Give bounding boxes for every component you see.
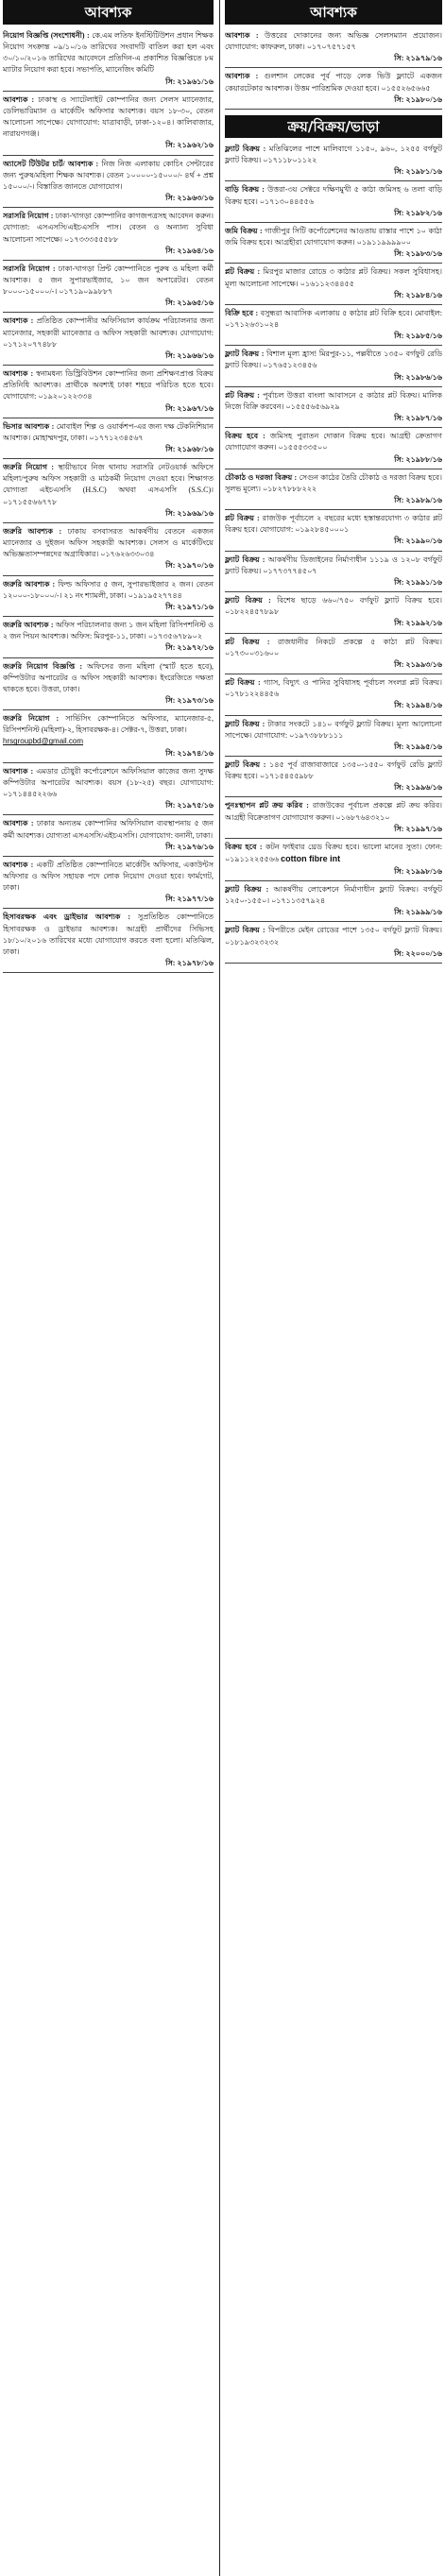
classified-ad — [225, 637, 442, 674]
classified-ad — [3, 766, 214, 816]
classified-ad — [225, 513, 442, 551]
ad-body: ঢাকায় বসবাসরত আকর্ষণীয় বেতনে একজন ম্যানেজার ও দুইজন অফিস সহকারী আবশ্যক। সেলস ও মার্কেটিংয়ে অভিজ্ঞতাসম্পন্নদের অগ্রাধিকার। ০১৭৬২৬৩৩০৩৪ — [3, 526, 214, 559]
classified-ad — [3, 368, 214, 418]
ad-body: নিজ নিজ এলাকায় কোচিং সেন্টারের জন্য পুরুষ/মহিলা শিক্ষক আবশ্যক। বেতন ১০০০০-১৫০০০/- ৪র্থ + প্রশ্ন ১৫০০০/-। বিস্তারিত জানতে যোগাযোগ। — [3, 159, 214, 191]
ad-body: কে.এম লতিফ ইনস্টিটিউশন প্রধান শিক্ষক নিয়োগ সংক্রান্ত ০৯/১০/১৬ তারিখের সংবাদটি বাতিল করা হল এবং ৩০/১০/২০১৬ তারিখের আবেদনে প্রতিদিন-এ প্রকাশিত বিজ্ঞপ্তিতে ৮ম ম্যাটার নিয়োগ করা হবে। সভাপতি, ম্যানেজিং কমিটি — [3, 31, 214, 75]
ad-title: জরুরি নিয়োগ : — [3, 714, 60, 724]
ad-body: একটি প্রতিষ্ঠিত কোম্পানিতে মার্কেটিং অফিসার, একাউন্টস অফিসার ও অফিস সহায়ক পদে লোক নিয়োগ দেওয়া হবে। ফার্মগেট, ঢাকা। — [3, 860, 214, 893]
section-header-kroy-bikroy-bhara: ক্রয়/বিক্রয়/ভাড়া — [225, 115, 442, 138]
classified-ad — [3, 264, 214, 314]
classified-ad — [225, 759, 442, 797]
classified-ad — [225, 266, 442, 304]
ad-reference-code: সি: ২১৯৭৪/১৬ — [165, 748, 214, 758]
ad-body: রাজধানীর নিকটে প্রকল্পে ৫ কাঠা প্লট বিক্রয়। ০১৭৩০০৩১৬০০ — [225, 637, 442, 657]
ad-reference-code: সি: ২১৯৭৮/১৬ — [165, 959, 214, 968]
classified-ad — [3, 421, 214, 459]
ad-reference-code: সি: ২১৯৮৬/১৬ — [394, 372, 442, 382]
classified-ad — [3, 159, 214, 209]
section-header-abashyak-right: আবশ্যক — [225, 0, 442, 25]
classified-ad — [225, 677, 442, 715]
ad-title: প্লট বিক্রয় : — [225, 267, 261, 277]
ad-title: আবশ্যক : — [3, 819, 34, 828]
classified-ad — [3, 713, 214, 763]
ad-reference-code: সি: ২১৯৭৩/১৬ — [165, 695, 214, 705]
classified-ad — [3, 912, 214, 973]
ad-body: গুলশান লেকের পূর্ব পাড়ে লেক ভিউ ফ্ল্যাটে একজন কেয়ারটেকার আবশ্যক। উত্তম পারিশ্রমিক দেওয়া হবে। ০১৫৫২৬৫৬৬৫ — [225, 72, 442, 93]
ad-reference-code: সি: ২১৯৮০/১৬ — [394, 94, 442, 104]
ad-reference-code: সি: ২১৯৮৫/১৬ — [394, 332, 442, 341]
ad-reference-code: সি: ২১৯৬৮/১৬ — [165, 445, 214, 453]
ad-body: সুপ্রতিষ্ঠিত কোম্পানিতে হিসাবরক্ষক ও ড্রাইভার আবশ্যক। আগ্রহী প্রার্থীদের সিভিসহ ১৮/১০/২০১৬ তারিখের মধ্যে যোগাযোগ করতে বলা হলো। মতিঝিল, ঢাকা। — [3, 913, 214, 956]
ad-body: সার্ভিসিং কোম্পানিতে অফিসার, ম্যানেজার-৫, রিসিপশনিস্ট (মহিলা)-২, হিসাবরক্ষক-৪। সেক্টর-৭, উত্তরা, ঢাকা। — [3, 714, 214, 735]
classified-ad — [225, 390, 442, 428]
ad-title: আবশ্যক : — [3, 94, 35, 104]
ad-reference-code: সি: ২১৯৭৫/১৬ — [165, 801, 214, 810]
ad-reference-code: সি: ২১৯৯৯/১৬ — [394, 908, 442, 917]
ad-title: ভিসার আবশ্যক : — [3, 421, 55, 431]
ad-title: ফ্ল্যাট বিক্রয় : — [225, 759, 266, 769]
ad-reference-code: সি: ২১৯৭০/১৬ — [165, 561, 214, 571]
ad-body: ঢাকা-খাগড়া কোম্পানির কাগজপত্রসহ আবেদন করুন। যোগ্যতা: এসএসসি/এইচএসসি পাস। বেতন ও অন্যান্য সুবিধা আলোচনা সাপেক্ষে। ০১৭৩৩৩৫৫৫৮৮ — [3, 212, 214, 244]
ad-reference-code: সি: ২১৯৮৩/১৬ — [394, 249, 442, 259]
ad-title: ফ্ল্যাট বিক্রয় : — [225, 554, 265, 564]
ad-reference-code: সি: ২১৯৮৭/১৬ — [394, 414, 442, 423]
classified-ad — [3, 211, 214, 261]
ad-body: জমিসহ পুরাতন দোকান বিক্রয় হবে। আগ্রহী ক্রেতাগণ যোগাযোগ করুন। ০১৫৫৫৩৩৫০০ — [225, 432, 442, 452]
ad-title: আবশ্যক : — [3, 369, 34, 379]
ad-reference-code: সি: ২১৯৯২/১৬ — [394, 619, 442, 628]
ad-title: আবশ্যক : — [225, 31, 259, 40]
ad-title: ফ্ল্যাট বিক্রয় : — [225, 350, 265, 359]
ad-title: পুনঃস্থাপন প্লট ক্রয় করিব : — [225, 801, 309, 810]
ad-brand-text: cotton fibre int — [281, 854, 341, 864]
ad-body: আকর্ষণীয় লোকেশনে নির্মাণাধীন ফ্ল্যাট বিক্রয়। বর্গফুট ১২৫০-১৫৫০। ০১৭১১৩৫৭৯২৪ — [225, 884, 442, 906]
left-ad-list — [3, 30, 214, 973]
ad-body: আকর্ষণীয় ডিজাইনের নির্মাণাধীন ১১১৯ ও ১২০৮ বর্গফুট ফ্ল্যাট বিক্রয়। ০১৭৭৩৭৭৪৫০৭ — [225, 554, 442, 575]
classified-ad — [225, 925, 442, 963]
ad-title: আবশ্যক : — [225, 72, 259, 81]
classified-ad — [225, 184, 442, 222]
column-divider — [219, 0, 220, 2576]
ad-title: জরুরি আবশ্যক : — [3, 526, 62, 536]
ad-reference-code: সি: ২১৯৬৬/১৬ — [165, 350, 214, 360]
classified-ad — [3, 579, 214, 617]
ad-title: ফ্ল্যাট বিক্রয় : — [225, 926, 265, 935]
ad-body: প্রতিষ্ঠিত কোম্পানীর অফিসিয়াল কার্যক্রম পরিচালনার জন্য ম্যানেজার, সহকারী ম্যানেজার ও অফিস সহকারী আবশ্যক। যোগাযোগ: ০১৭১২০৭৭৪৮৮ — [3, 316, 214, 349]
ad-title: জরুরি নিয়োগ বিজ্ঞপ্তি : — [3, 661, 82, 671]
ad-reference-code: সি: ২১৯৬৭/১৬ — [165, 403, 214, 413]
classified-ad — [3, 94, 214, 156]
ad-body: গ্যাস, বিদ্যুৎ ও পানির সুবিধাসহ পূর্বাচল সংলগ্ন প্লট বিক্রয়। ০১৭৮১২২৪৪৫৬ — [225, 678, 442, 699]
classified-ad — [3, 30, 214, 92]
ad-reference-code: সি: ২১৯৯৪/১৬ — [394, 701, 442, 710]
ad-reference-code: সি: ২২০০০/১৬ — [394, 948, 442, 958]
classified-ad — [225, 30, 442, 68]
ad-body: সেগুন কাঠের তৈরি চৌকাঠ ও দরজা বিক্রয় হবে। সুলভ মূল্যে। ০১৮২৭৮৮৮২২২ — [225, 472, 442, 493]
ad-body: পূর্বাচল উত্তরা বাংলা আবাসনে ৫ কাঠার প্লট বিক্রয়। মালিক নিজে বিক্রি করবেন। ০১৫৫৫৬৫৬৯২৯ — [225, 390, 442, 411]
ad-reference-code: সি: ২১৯৯৮/১৬ — [394, 866, 442, 876]
ad-title: প্লট বিক্রয় : — [225, 678, 261, 688]
ad-body: গাজীপুর সিটি কর্পোরেশনের আওতায় রাস্তার পাশে ১০ কাঠা জমি বিক্রয় হবে। আগ্রহীরা যোগাযোগ করুন। ০১৯১১৯৯৯৯০০ — [225, 226, 442, 247]
ad-body: মতিঝিলের পাশে মালিবাগে ১১৫০, ৯৬০, ১২৫৫ বর্গফুট ফ্ল্যাট বিক্রয়। ০১৭১১৮০১১২২ — [225, 144, 442, 165]
ad-body: স্বনামধন্য ডিস্ট্রিবিউশন কোম্পানির জন্য প্রশিক্ষণপ্রাপ্ত বিক্রয় প্রতিনিধি আবশ্যক। প্রার্থীকে অবশ্যই ঢাকা শহরে পরিচিত হতে হবে। যোগাযোগ: ০১৯২০১২২৩৩৪ — [3, 369, 214, 401]
ad-title: বাড়ি বিক্রয় : — [225, 185, 265, 195]
classified-ad — [3, 526, 214, 576]
classified-ad — [3, 661, 214, 711]
ad-reference-code: সি: ২১৯৮৯/১৬ — [394, 496, 442, 504]
ad-title: প্লট বিক্রয় : — [225, 390, 260, 400]
ad-title: চৌকাঠ ও দরজা বিক্রয় : — [225, 472, 298, 482]
ad-reference-code: সি: ২১৯৬৩/১৬ — [165, 194, 214, 203]
classified-ad — [3, 462, 214, 523]
classified-ad — [3, 860, 214, 910]
ad-body: ঢাকার অন্যতম কোম্পানির অফিসিয়াল ব্যবস্থাপনায় ৫ জন কর্মী আবশ্যক। যোগ্যতা এসএসসি/এইচএসসি। যোগাযোগ: বনানী, ঢাকা। — [3, 819, 214, 840]
ad-reference-code: সি: ২১৯৬৪/১৬ — [165, 246, 214, 255]
ad-title: জরুরি নিয়োগ : — [3, 463, 55, 472]
ad-title: সরাসরি নিয়োগ : — [3, 212, 54, 221]
ad-body: রাজউক পূর্বাচলে ২ বছরের মধ্যে হস্তান্তরযোগ্য ৩ কাঠার প্লট বিক্রয় হবে। যোগাযোগ: ০১৯২৮৪৫০০০১ — [225, 514, 442, 535]
classified-ad — [225, 226, 442, 264]
ad-reference-code: সি: ২১৯৮২/১৬ — [394, 208, 442, 217]
ad-title: ফ্ল্যাট বিক্রয় : — [225, 719, 265, 728]
ad-title: প্লট বিক্রয় : — [225, 514, 260, 523]
ad-body: টাকার সংকটে ১৪১০ বর্গফুট ফ্ল্যাট বিক্রয়। মূল্য আলোচনা সাপেক্ষে। যোগাযোগ: ০১৯৭৩৮৮৮১১১ — [225, 719, 442, 740]
ad-body: স্থায়ীভাবে নিজ থানায় সরাসরি নেটওয়ার্ক অফিসে মহিলা/পুরুষ অফিস সহকারী ও মাঠকর্মী নিয়োগ দেওয়া হবে। শিক্ষাগত যোগ্যতা এইচএসসি (H.S.C) অথবা এসএসসি (S.S.C)। ০১৭১৫৫৬৬৭৭৮ — [3, 463, 214, 506]
ad-reference-code: সি: ২১৯৬৫/১৬ — [165, 299, 214, 308]
ad-title: ফ্ল্যাট বিক্রয় : — [225, 596, 271, 606]
ad-title: বিক্রি হবে : — [225, 308, 259, 317]
ad-title: প্লট বিক্রয় : — [225, 637, 270, 646]
ad-reference-code: সি: ২১৯৯৫/১৬ — [394, 742, 442, 751]
ad-title: বিক্রয় হবে : — [225, 432, 265, 441]
ad-body: ঢাকাস্থ ও স্যাটেলাইট কোম্পানির জন্য সেলস ম্যানেজার, ডেলিভারিম্যান ও মার্কেটিং অফিসার আবশ্যক। বয়স ১৮-৩০, বেতন আলোচনা সাপেক্ষে। যোগাযোগ: যাত্রাবাড়ী, ঢাকা-১২০৪। কালিবাজার, নারায়ণগঞ্জ। — [3, 94, 214, 139]
ad-reference-code: সি: ২১৯৯৭/১৬ — [394, 824, 442, 833]
classified-ad — [3, 316, 214, 366]
ad-body: ১৪৫ পূর্ব রাজাবাজারে ১৩৫০-১৫৫০ বর্গফুট রেডি ফ্ল্যাট বিক্রয় হবে। ০১৭১৫৪৫৫৯৮৮ — [225, 759, 442, 781]
ad-reference-code: সি: ২১৯৯১/১৬ — [394, 577, 442, 587]
classified-ad — [225, 71, 442, 109]
ad-body: অফিসের জন্য মহিলা (স্মার্ট হতে হবে), কম্পিউটার অপারেটর ও অফিস সহকারী আবশ্যক। ইংরেজিতে দক্ষতা থাকতে হবে। উত্তরা, ঢাকা। — [3, 661, 214, 693]
ad-title: ফ্ল্যাট বিক্রয় : — [225, 144, 266, 153]
classified-ad — [225, 431, 442, 469]
ad-reference-code: সি: ২১৯৭১/১৬ — [165, 602, 214, 611]
ad-body: কটন ফাইবার থ্রেড বিক্রয় হবে। ভালো মানের সুতা। ফোন: ০১৯১১২২৫৫৬৬ — [225, 842, 442, 864]
ad-title: হিসাবরক্ষক এবং ড্রাইভার আবশ্যক : — [3, 913, 130, 922]
classified-ad — [225, 144, 442, 181]
ad-body: উত্তরা-৩য় সেক্টরে দক্ষিণমুখী ৫ কাঠা জমিসহ ৬ তলা বাড়ি বিক্রয় হবে। ০১৭১৩০৪৪৫৫৬ — [225, 185, 442, 206]
classified-ad — [225, 554, 442, 592]
ad-reference-code: সি: ২১৯৯৩/১৬ — [394, 659, 442, 669]
ad-body: ফিল্ড অফিসার ৫ জন, সুপারভাইজার ২ জন। বেতন ১২০০০-১৮০০০/-। ২১ নং শ্যামলী, ঢাকা। ০১৯১৯৫২৭৭৪৪ — [3, 579, 214, 600]
ad-title: নিয়োগ বিজ্ঞপ্তি (সংশোধনী) : — [3, 31, 90, 40]
ad-title: অ্যাসেট টিউটর চার্ট/ আবশ্যক : — [3, 159, 99, 168]
ad-reference-code: সি: ২১৯৬১/১৬ — [165, 77, 214, 86]
classified-ad — [225, 884, 442, 922]
ad-title: জমি বিক্রয় : — [225, 226, 263, 235]
ad-title: জরুরি আবশ্যক : — [3, 621, 54, 630]
ad-body: বিশেষ ছাড়ে ৬৬০/৭৫০ বর্গফুট ফ্ল্যাট বিক্রয় হবে। ০১৮২২৪৫৭৮৯৮ — [225, 596, 442, 617]
ad-body: এমডার চৌধুরী কর্পোরেশনে অফিসিয়াল কাজের জন্য সুদক্ষ কম্পিউটার অপারেটর আবশ্যক। বয়স (১৮-২৫) বছর। যোগাযোগ: ০১৭১৪৪৫২২৬৬ — [3, 766, 214, 799]
section-header-abashyak: আবশ্যক — [3, 0, 214, 25]
ad-body: অফিস পরিচালনার জন্য ১ জন মহিলা রিসিপশনিস্ট ও ২ জন পিয়ন আবশ্যক। অফিস: মিরপুর-১১, ঢাকা। ০১৭৩৫৬৭৮৯০২ — [3, 621, 214, 641]
classified-ad — [225, 472, 442, 510]
ad-body: বসুন্ধরা আবাসিক এলাকায় ৫ কাঠার প্লট বিক্রি হবে। মোবাইল: ০১৭১২৬৩১০২৪ — [225, 308, 442, 329]
ad-body: বিশাল মূল্য হ্রাস! মিরপুর-১১, পল্লবীতে ১৩৫০ বর্গফুট রেডি ফ্ল্যাট বিক্রয়। ০১৭৬৫১২৩৪৫৬ — [225, 350, 442, 370]
classified-ad — [225, 308, 442, 346]
classified-ad — [225, 800, 442, 838]
classified-ad — [225, 719, 442, 757]
right-column — [225, 0, 442, 2576]
ad-body: মোবাইল শিল্প ও ওয়ার্কশপ-এর জন্য দক্ষ টেকনিশিয়ান আবশ্যক। মোহাম্মদপুর, ঢাকা। ০১৭৭১২৩৪৫৬৭ — [3, 421, 214, 442]
ad-reference-code: সি: ২১৯৭২/১৬ — [165, 643, 214, 653]
ad-body: বিপরীতে মেইন রোডের পাশে ১৩৫০ বর্গফুট ফ্ল্যাট বিক্রয়। ০১৮১৯৩২৩২৩২ — [225, 926, 442, 947]
ad-email-link[interactable]: hrsgroupbd@gmail.com — [3, 737, 84, 746]
ad-body: ঢাকা-খাগড়া প্রিন্ট কোম্পানিতে পুরুষ ও মহিলা কর্মী আবশ্যক। ৫ জন সুপারভাইজার, ১০ জন অপারেটর। বেতন ৮০০০-১৫০০০/-। ০১৭১৯০৯৯৮৮৭ — [3, 264, 214, 297]
ad-title: বিক্রয় হবে : — [225, 842, 263, 851]
ad-reference-code: সি: ২১৯৭৯/১৬ — [394, 54, 442, 63]
ad-reference-code: সি: ২১৯৮১/১৬ — [394, 167, 442, 177]
ad-reference-code: সি: ২১৯৮৮/১৬ — [394, 454, 442, 464]
ad-title: আবশ্যক : — [3, 316, 34, 326]
classified-ad — [225, 349, 442, 386]
classified-ad — [3, 818, 214, 856]
classified-ad — [225, 595, 442, 633]
classified-ad — [3, 620, 214, 657]
ad-body: রাজউকের পূর্বাচল প্রকল্পে প্লট ক্রয় করিব। আগ্রহী বিক্রেতাগণ যোগাযোগ করুন। ০১৬৮৭৬৪৩২১০ — [225, 801, 442, 822]
ad-reference-code: সি: ২১৯৬২/১৬ — [165, 141, 214, 150]
ad-title: ফ্ল্যাট বিক্রয় : — [225, 884, 269, 894]
right-top-ad-list — [225, 30, 442, 110]
ad-title: আবশ্যক : — [3, 766, 34, 776]
ad-reference-code: সি: ২১৯৭৬/১৬ — [165, 842, 214, 851]
ad-reference-code: সি: ২১৯৬৯/১৬ — [165, 508, 214, 518]
ad-body: মিরপুর মাজার রোডে ৩ কাঠার প্লট বিক্রয়। সকল সুবিধাসহ। মূল্য আলোচনা সাপেক্ষে। ০১৬১১২৩৪৪৫৫ — [225, 267, 442, 288]
classified-ad — [225, 842, 442, 881]
ad-title: জরুরি আবশ্যক : — [3, 579, 56, 589]
ad-reference-code: সি: ২১৯৯০/১৬ — [394, 537, 442, 546]
ad-body: উত্তরের দোকানের জন্য অভিজ্ঞ সেলসম্যান প্রয়োজন। যোগাযোগ: কাফরুল, ঢাকা। ০১৭০৭৫৭১৫৭ — [225, 31, 442, 52]
left-column — [3, 0, 216, 2576]
ad-reference-code: সি: ২১৯৯৬/১৬ — [394, 783, 442, 793]
ad-title: সরাসরি নিয়োগ : — [3, 264, 56, 273]
right-ad-list — [225, 144, 442, 964]
ad-reference-code: সি: ২১৯৮৪/১৬ — [394, 290, 442, 299]
ad-title: আবশ্যক : — [3, 860, 34, 869]
ad-reference-code: সি: ২১৯৭৭/১৬ — [165, 895, 214, 904]
